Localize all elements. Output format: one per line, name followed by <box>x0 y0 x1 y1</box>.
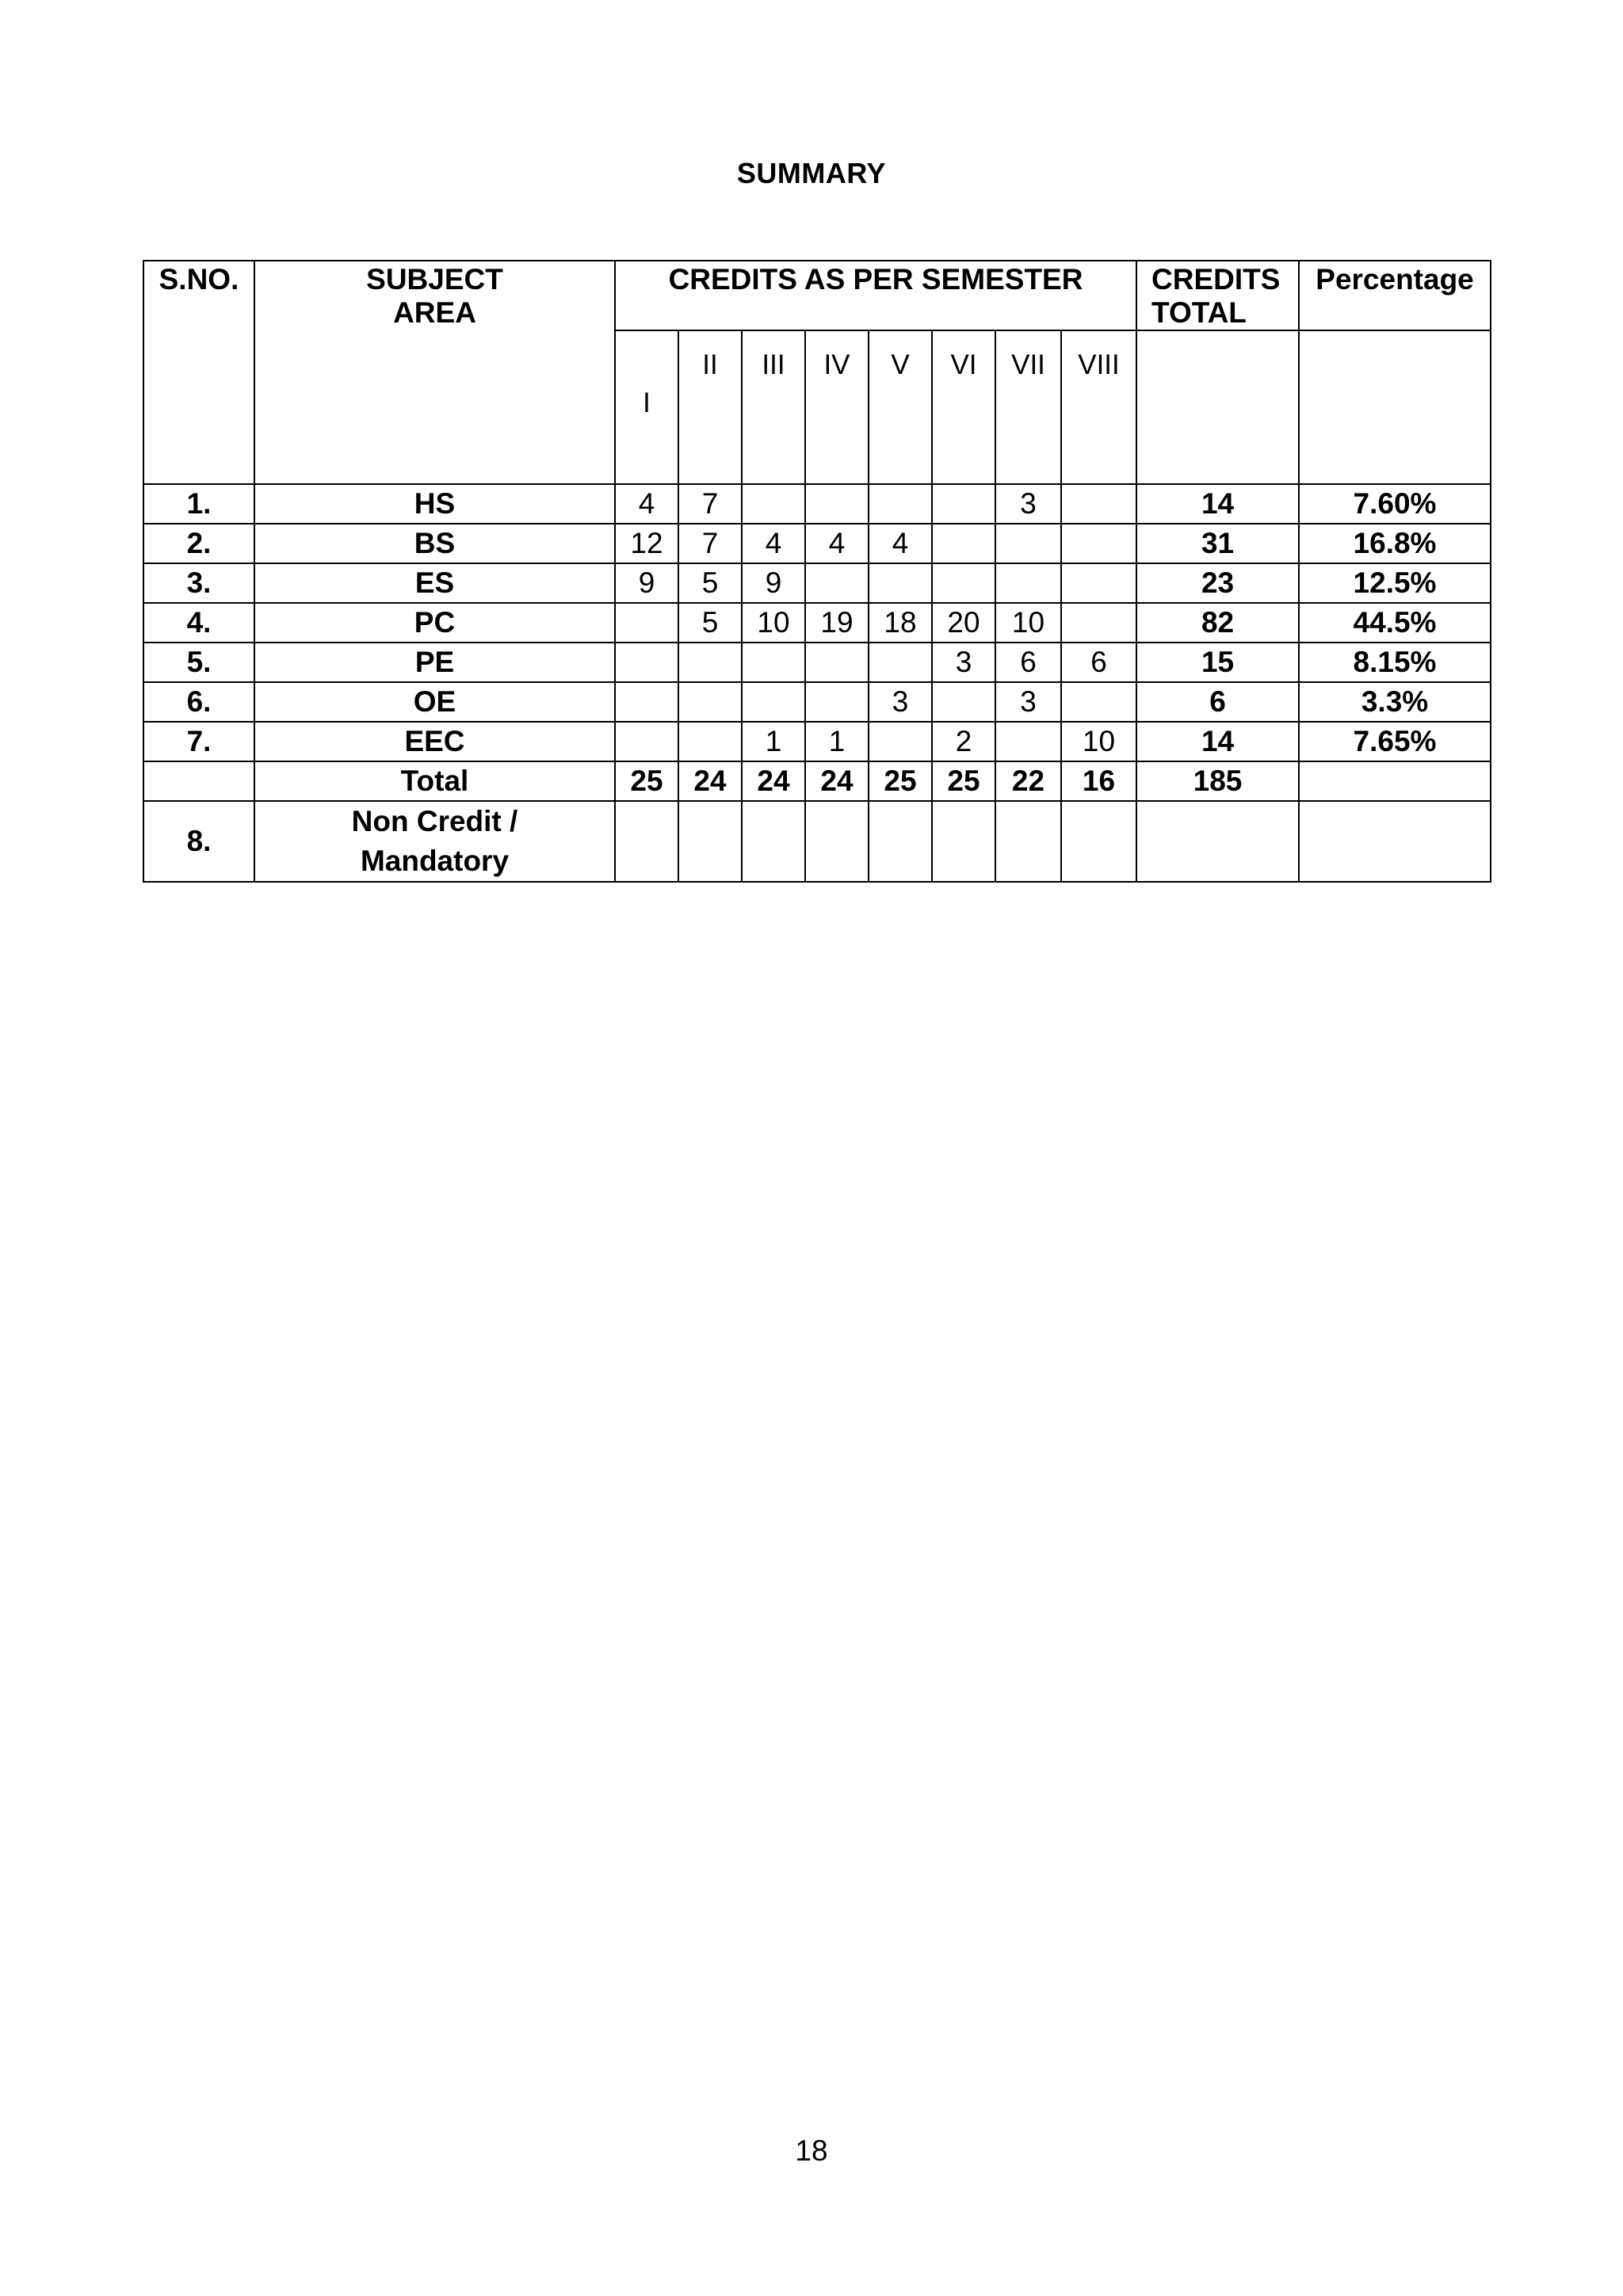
row-percentage: 3.3% <box>1299 682 1491 722</box>
row-credit-cell: 12 <box>615 524 678 563</box>
row-credit-cell <box>615 722 678 761</box>
row-credit-cell: 5 <box>678 563 742 603</box>
row-credit-cell: 9 <box>742 563 805 603</box>
row-percentage: 7.65% <box>1299 722 1491 761</box>
row-credit-cell: 4 <box>615 484 678 524</box>
row-credit-cell <box>678 722 742 761</box>
row-credit-cell <box>805 484 869 524</box>
credits-total-header-spacer <box>1136 330 1299 484</box>
grand-total-credits: 185 <box>1136 761 1299 801</box>
non-credit-sno: 8. <box>143 801 254 882</box>
row-subject-area: BS <box>254 524 615 563</box>
total-row-sno-empty <box>143 761 254 801</box>
row-credit-cell: 7 <box>678 484 742 524</box>
percentage-header-spacer <box>1299 330 1491 484</box>
row-percentage: 12.5% <box>1299 563 1491 603</box>
row-credit-cell: 1 <box>742 722 805 761</box>
page-title: SUMMARY <box>736 157 887 189</box>
table-row <box>143 524 1491 563</box>
row-credit-cell <box>615 643 678 682</box>
row-credit-cell <box>869 722 932 761</box>
row-credit-cell <box>742 484 805 524</box>
row-credit-cell: 7 <box>678 524 742 563</box>
row-sno: 3. <box>143 563 254 603</box>
row-sno: 1. <box>143 484 254 524</box>
row-credit-cell: 3 <box>869 682 932 722</box>
row-credit-cell: 20 <box>932 603 995 643</box>
row-sno: 2. <box>143 524 254 563</box>
total-semester-credit: 24 <box>805 761 869 801</box>
page-number: 18 <box>795 2134 828 2167</box>
row-credit-cell: 10 <box>742 603 805 643</box>
table-row <box>143 643 1491 682</box>
row-credit-cell: 3 <box>995 682 1061 722</box>
row-credit-cell <box>932 524 995 563</box>
non-credit-label <box>254 801 615 882</box>
row-credit-cell: 10 <box>1061 722 1136 761</box>
row-subject-area: OE <box>254 682 615 722</box>
row-credit-cell: 6 <box>995 643 1061 682</box>
semester-header-III: III <box>742 330 805 484</box>
row-credit-cell: 4 <box>805 524 869 563</box>
row-credit-cell: 4 <box>869 524 932 563</box>
table-row <box>143 722 1491 761</box>
total-semester-credit: 25 <box>869 761 932 801</box>
row-percentage: 16.8% <box>1299 524 1491 563</box>
row-credit-cell <box>1061 563 1136 603</box>
row-credit-cell: 10 <box>995 603 1061 643</box>
total-semester-credit: 25 <box>932 761 995 801</box>
row-credit-cell <box>742 643 805 682</box>
row-sno: 4. <box>143 603 254 643</box>
header-subject-area <box>254 261 615 484</box>
row-credit-cell <box>995 524 1061 563</box>
row-credits-total: 31 <box>1136 524 1299 563</box>
row-credit-cell <box>678 682 742 722</box>
semester-header-V: V <box>869 330 932 484</box>
row-credit-cell: 6 <box>1061 643 1136 682</box>
row-credit-cell <box>995 563 1061 603</box>
row-credit-cell <box>1061 603 1136 643</box>
non-credit-row <box>143 801 1491 882</box>
non-credit-cell <box>615 801 678 882</box>
semester-header-II: II <box>678 330 742 484</box>
row-credits-total: 15 <box>1136 643 1299 682</box>
table-row <box>143 682 1491 722</box>
row-percentage: 8.15% <box>1299 643 1491 682</box>
row-credit-cell <box>1061 682 1136 722</box>
row-credit-cell: 1 <box>805 722 869 761</box>
row-credits-total: 14 <box>1136 484 1299 524</box>
row-credit-cell <box>869 484 932 524</box>
table-row <box>143 603 1491 643</box>
row-credit-cell <box>678 643 742 682</box>
row-credit-cell <box>932 682 995 722</box>
non-credit-cell <box>678 801 742 882</box>
row-credit-cell <box>805 563 869 603</box>
row-subject-area: PC <box>254 603 615 643</box>
non-credit-cell <box>805 801 869 882</box>
semester-header-I: I <box>615 330 678 484</box>
row-credit-cell <box>869 563 932 603</box>
row-credit-cell <box>932 484 995 524</box>
row-sno: 7. <box>143 722 254 761</box>
row-credits-total: 23 <box>1136 563 1299 603</box>
non-credit-label-line1: Non Credit / <box>351 805 518 837</box>
row-credit-cell <box>869 643 932 682</box>
total-label: Total <box>254 761 615 801</box>
row-credit-cell: 2 <box>932 722 995 761</box>
row-credit-cell: 19 <box>805 603 869 643</box>
semester-header-VIII: VIII <box>1061 330 1136 484</box>
non-credit-cell <box>932 801 995 882</box>
semester-header-VI: VI <box>932 330 995 484</box>
row-credits-total: 82 <box>1136 603 1299 643</box>
row-credit-cell <box>615 682 678 722</box>
header-credits-total <box>1136 261 1299 330</box>
row-credits-total: 6 <box>1136 682 1299 722</box>
row-subject-area: HS <box>254 484 615 524</box>
row-credit-cell <box>1061 484 1136 524</box>
semester-header-IV: IV <box>805 330 869 484</box>
non-credit-cell <box>1136 801 1299 882</box>
header-percentage: Percentage <box>1299 261 1491 330</box>
row-credit-cell: 18 <box>869 603 932 643</box>
header-credits-total-text: CREDITS TOTAL <box>1151 263 1281 329</box>
row-percentage: 44.5% <box>1299 603 1491 643</box>
header-sno: S.NO. <box>143 261 254 484</box>
row-credit-cell <box>995 722 1061 761</box>
row-credits-total: 14 <box>1136 722 1299 761</box>
row-credit-cell <box>932 563 995 603</box>
non-credit-cell <box>742 801 805 882</box>
total-semester-credit: 24 <box>742 761 805 801</box>
row-credit-cell <box>615 603 678 643</box>
row-credit-cell: 9 <box>615 563 678 603</box>
non-credit-cell <box>869 801 932 882</box>
semester-header-VII: VII <box>995 330 1061 484</box>
total-row <box>143 761 1491 801</box>
row-subject-area: EEC <box>254 722 615 761</box>
row-subject-area: PE <box>254 643 615 682</box>
row-credit-cell <box>805 643 869 682</box>
table-row <box>143 563 1491 603</box>
row-credit-cell <box>805 682 869 722</box>
total-semester-credit: 22 <box>995 761 1061 801</box>
row-credit-cell <box>1061 524 1136 563</box>
non-credit-cell <box>995 801 1061 882</box>
total-percentage-empty <box>1299 761 1491 801</box>
row-sno: 6. <box>143 682 254 722</box>
total-semester-credit: 24 <box>678 761 742 801</box>
header-credits-per-semester: CREDITS AS PER SEMESTER <box>615 261 1136 330</box>
row-subject-area: ES <box>254 563 615 603</box>
header-row <box>143 261 1491 330</box>
row-credit-cell: 3 <box>995 484 1061 524</box>
row-credit-cell: 5 <box>678 603 742 643</box>
row-sno: 5. <box>143 643 254 682</box>
summary-table <box>143 260 1491 883</box>
row-credit-cell: 4 <box>742 524 805 563</box>
row-percentage: 7.60% <box>1299 484 1491 524</box>
header-subject-area-text: SUBJECT AREA <box>366 263 503 329</box>
non-credit-cell <box>1061 801 1136 882</box>
total-semester-credit: 16 <box>1061 761 1136 801</box>
row-credit-cell: 3 <box>932 643 995 682</box>
total-semester-credit: 25 <box>615 761 678 801</box>
non-credit-label-line2: Mandatory <box>360 845 510 877</box>
non-credit-cell <box>1299 801 1491 882</box>
row-credit-cell <box>742 682 805 722</box>
table-row <box>143 484 1491 524</box>
